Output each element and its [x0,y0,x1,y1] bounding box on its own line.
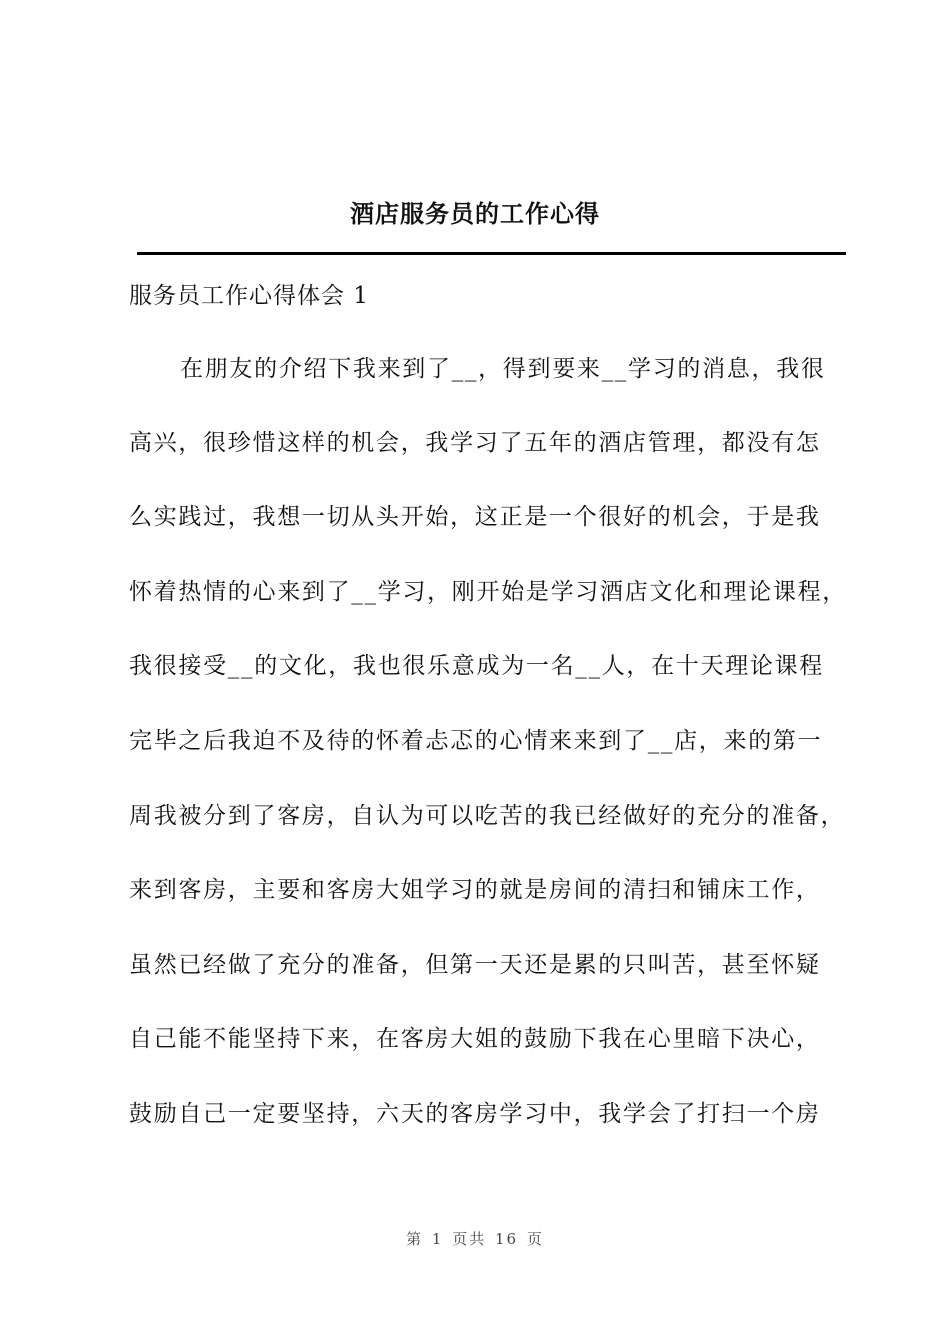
paragraph-line: 虽然已经做了充分的准备，但第一天还是累的只叫苦，甚至怀疑 [129,952,821,978]
paragraph-line: 怀着热情的心来到了__学习，刚开始是学习酒店文化和理论课程， [129,579,847,605]
paragraph-line: 周我被分到了客房，自认为可以吃苦的我已经做好的充分的准备， [129,803,846,829]
paragraph-line: 自己能不能坚持下来，在客房大姐的鼓励下我在心里暗下决心， [129,1026,821,1052]
paragraph-line: 么实践过，我想一切从头开始，这正是一个很好的机会，于是我 [129,504,821,530]
page-title: 酒店服务员的工作心得 [350,199,600,228]
paragraph-line: 来到客房，主要和客房大姐学习的就是房间的清扫和铺床工作， [129,877,821,903]
paragraph-line: 鼓励自己一定要坚持，六天的客房学习中，我学会了打扫一个房 [129,1101,821,1127]
section-heading: 服务员工作心得体会 1 [129,283,369,309]
paragraph-line: 我很接受__的文化，我也很乐意成为一名__人，在十天理论课程 [129,653,824,679]
paragraph-line: 在朋友的介绍下我来到了__，得到要来__学习的消息，我很 [180,356,826,382]
paragraph-line: 完毕之后我迫不及待的怀着忐忑的心情来来到了__店，来的第一 [129,728,823,754]
paragraph-line: 高兴，很珍惜这样的机会，我学习了五年的酒店管理，都没有怎 [129,430,821,456]
page-number-footer: 第 1 页共 16 页 [406,1230,544,1248]
title-divider [137,252,846,255]
